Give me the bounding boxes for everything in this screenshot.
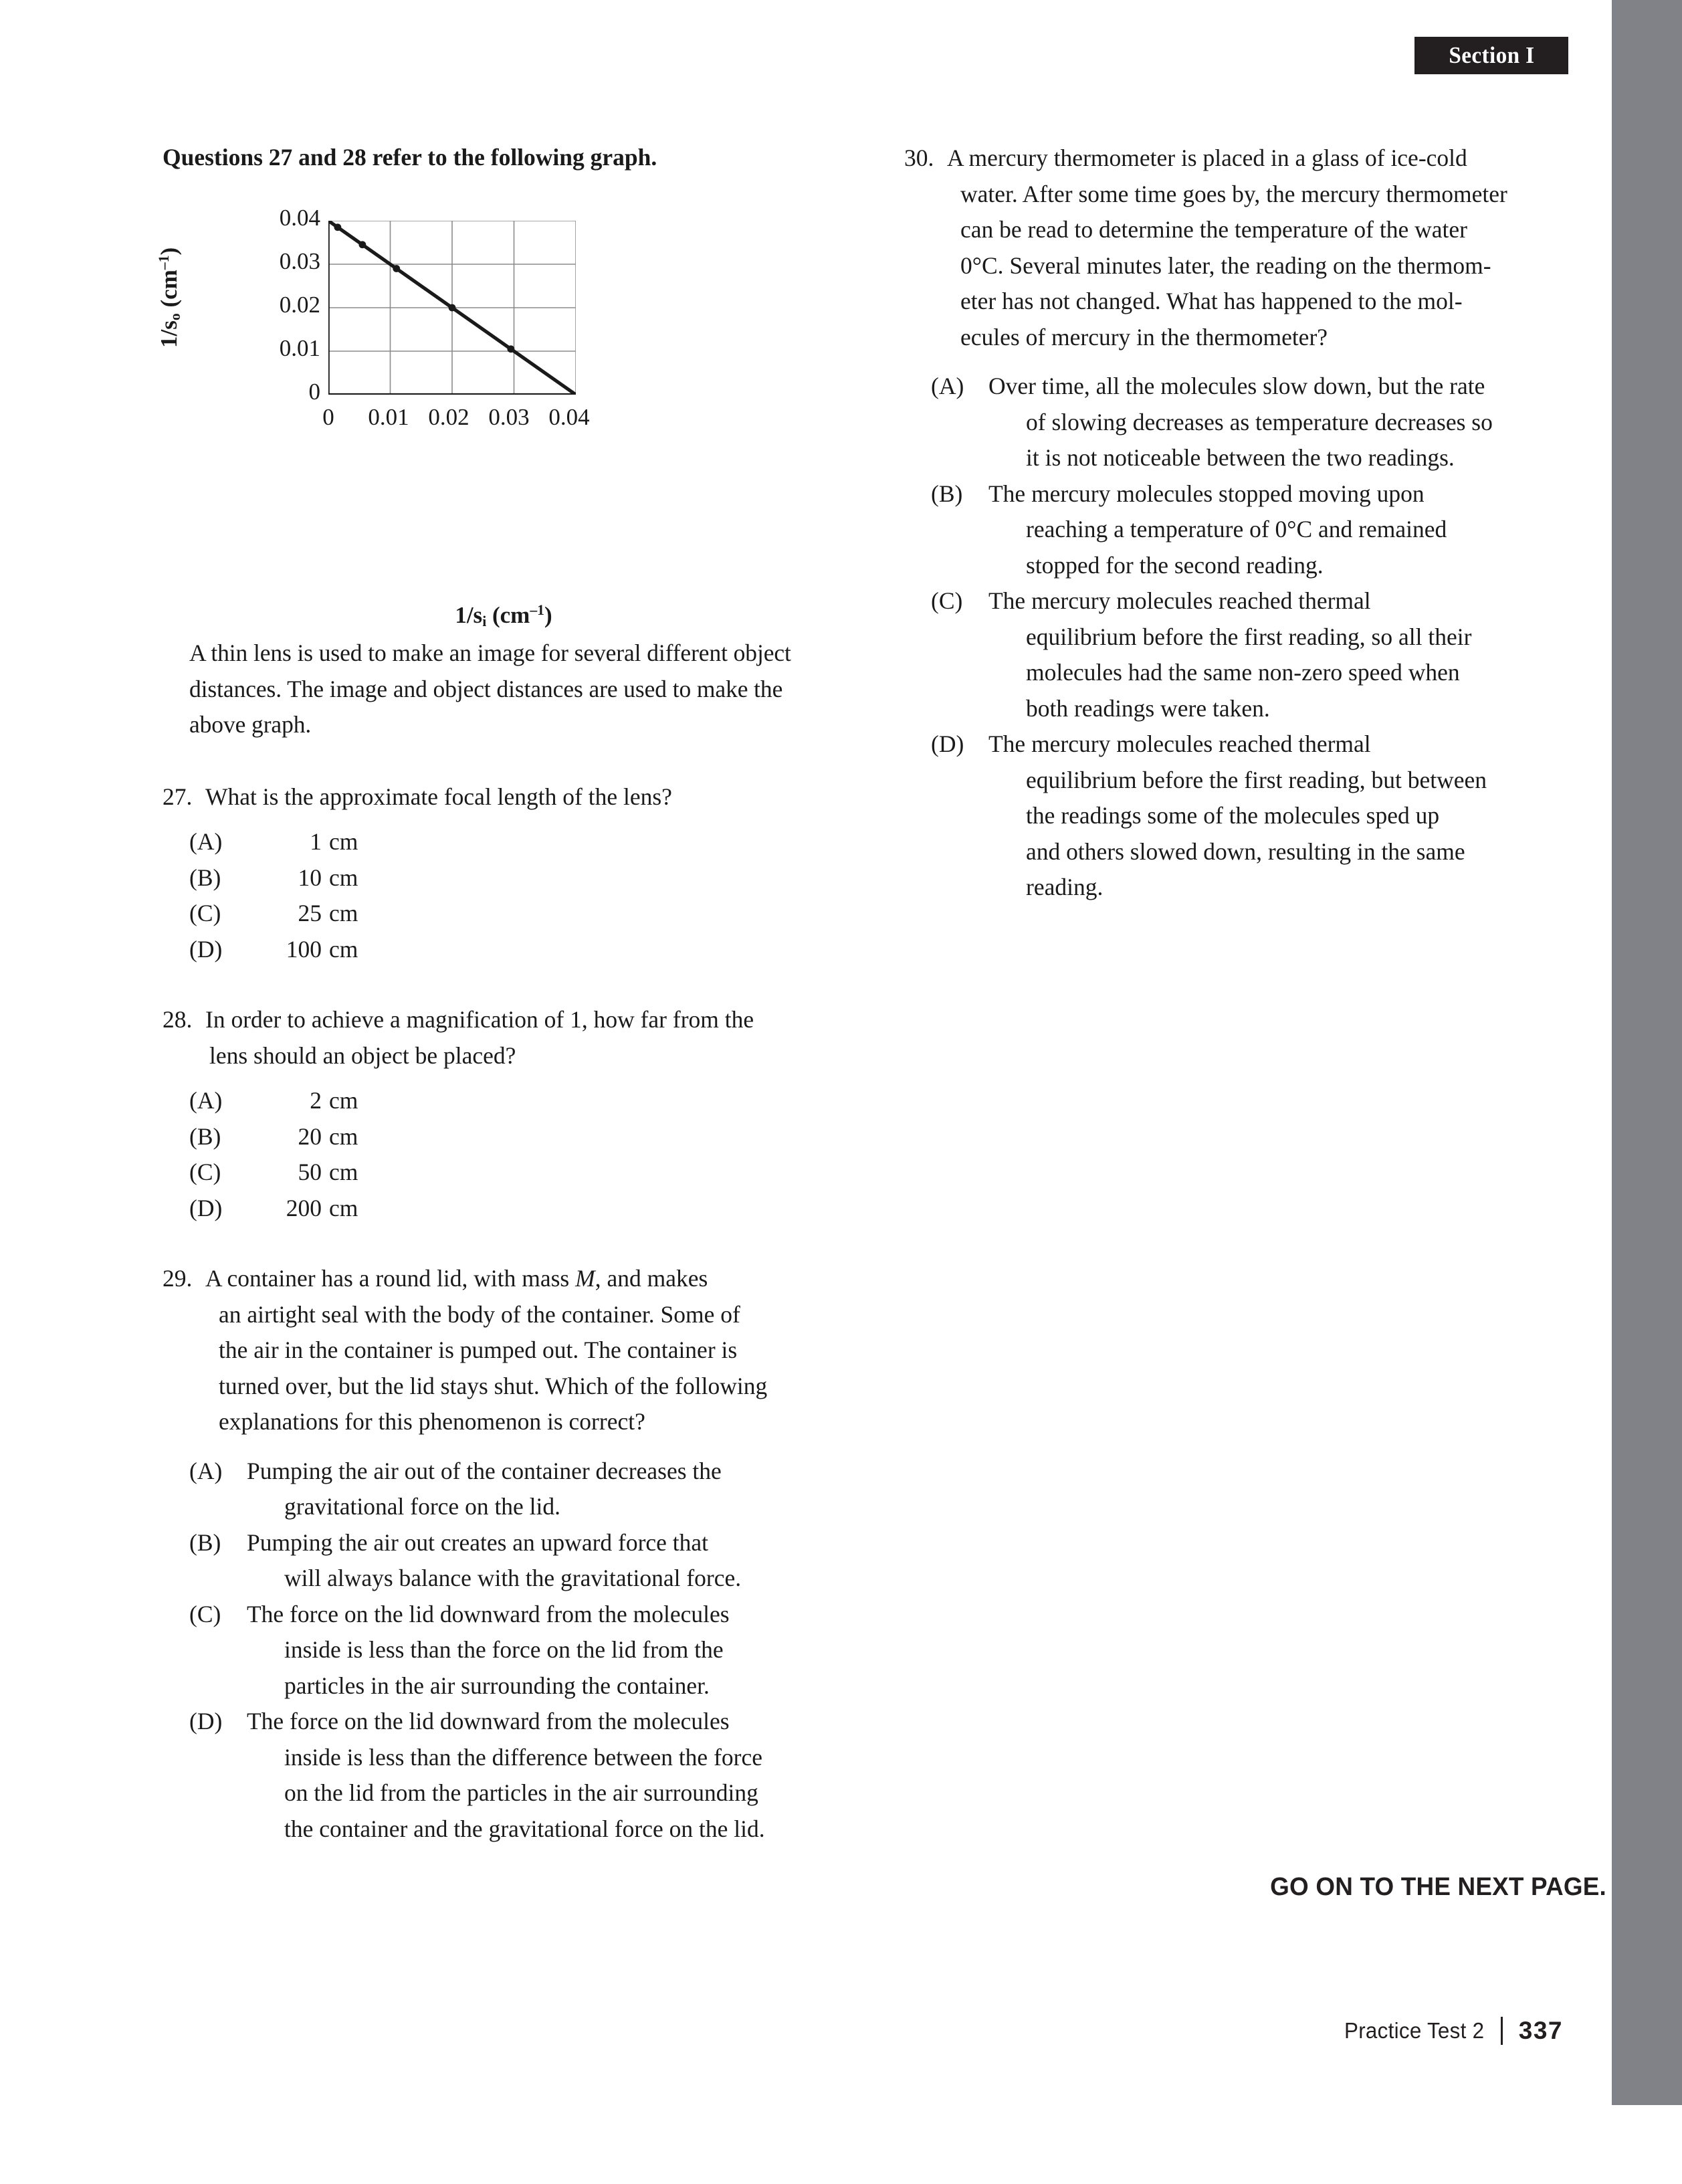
y-tick-label: 0.01 [279, 335, 320, 361]
option-line: equilibrium before the first reading, so all their [1026, 623, 1472, 650]
option-row[interactable] [931, 369, 1606, 476]
option-row[interactable] [189, 1597, 845, 1704]
option-row[interactable] [931, 476, 1606, 584]
practice-test-label: Practice Test 2 [1344, 2018, 1485, 2043]
graph-x-axis-label [363, 602, 644, 630]
option-line: on the lid from the particles in the air surrounding [284, 1779, 758, 1806]
mass-symbol: M [575, 1265, 595, 1292]
option-line: equilibrium before the first reading, but between [1026, 766, 1487, 793]
x-label-unit-pre: (cm [486, 602, 530, 628]
question-29-line-4: turned over, but the lid stays shut. Which of the following [219, 1372, 768, 1399]
question-30 [904, 140, 1606, 906]
question-29-text [205, 1261, 845, 1440]
x-tick-label: 0.03 [488, 404, 530, 430]
option-line: The force on the lid downward from the molecules [247, 1600, 730, 1627]
option-line: the container and the gravitational force on the lid. [284, 1815, 765, 1842]
option-tag: (C) [931, 587, 963, 614]
option-unit: cm [329, 864, 358, 891]
option-line: reaching a temperature of 0°C and remained [1026, 516, 1447, 542]
option-value: 20 [298, 1122, 322, 1150]
option-text [247, 1597, 845, 1704]
option-text [247, 1525, 845, 1597]
graph-plot-area [279, 205, 590, 430]
option-row[interactable] [189, 1191, 845, 1227]
option-line: Pumping the air out of the container decreases the [247, 1457, 722, 1484]
section-badge-label: Section I [1448, 42, 1535, 68]
questions-reference-prompt: Questions 27 and 28 refer to the following graph. [163, 144, 657, 171]
option-text [247, 1704, 845, 1847]
option-unit: cm [329, 900, 358, 926]
x-tick-label: 0.01 [368, 404, 409, 430]
x-label-pre: 1/s [455, 602, 483, 628]
option-row[interactable] [189, 1454, 845, 1525]
question-27 [163, 779, 845, 968]
option-row[interactable] [189, 1704, 845, 1847]
page-number: 337 [1518, 2017, 1563, 2044]
option-line: particles in the air surrounding the container. [284, 1672, 710, 1699]
option-row[interactable] [189, 860, 845, 896]
option-tag: (A) [931, 373, 964, 399]
x-tick-label: 0 [322, 404, 334, 430]
y-tick-label: 0.02 [279, 292, 320, 318]
option-row[interactable] [189, 824, 845, 860]
y-label-unit-post: ) [156, 247, 182, 256]
option-line: will always balance with the gravitational force. [284, 1565, 742, 1591]
question-28-text [205, 1002, 845, 1074]
option-text [988, 583, 1606, 726]
section-badge [1414, 37, 1568, 74]
option-line: stopped for the second reading. [1026, 551, 1324, 579]
question-30-line-3: can be read to determine the temperature of the water [960, 216, 1467, 243]
option-tag: (A) [189, 1457, 223, 1484]
q29-l1b: , and makes [595, 1265, 708, 1292]
option-tag: (D) [189, 935, 223, 963]
option-tag: (B) [931, 480, 963, 507]
option-tag: (D) [189, 1194, 223, 1221]
y-label-pre: 1/s [156, 320, 182, 348]
question-29-line-3: the air in the container is pumped out. The container is [219, 1336, 738, 1363]
question-29-number: 29. [163, 1265, 193, 1292]
option-line: The force on the lid downward from the molecules [247, 1708, 730, 1734]
x-tick-label: 0.04 [548, 404, 590, 430]
option-value: 50 [298, 1159, 322, 1185]
right-column [904, 140, 1606, 906]
graph-svg [328, 221, 576, 395]
option-row[interactable] [189, 896, 845, 932]
option-unit: cm [329, 1194, 358, 1221]
x-label-unit-sup: –1 [530, 602, 545, 619]
question-27-number: 27. [163, 783, 193, 810]
question-30-line-6: ecules of mercury in the thermometer? [960, 323, 1328, 351]
option-line: both readings were taken. [1026, 694, 1270, 722]
option-line: The mercury molecules stopped moving upon [988, 480, 1425, 507]
option-tag: (D) [189, 1708, 223, 1734]
option-row[interactable] [189, 1155, 845, 1191]
question-27-text: What is the approximate focal length of the lens? [205, 783, 672, 810]
y-label-unit-pre: (cm [156, 270, 182, 314]
question-28-line-2: lens should an object be placed? [209, 1041, 516, 1069]
question-30-line-4: 0°C. Several minutes later, the reading on the thermom- [960, 252, 1491, 279]
option-tag: (C) [189, 900, 221, 926]
option-line: molecules had the same non-zero speed when [1026, 659, 1460, 686]
option-value: 10 [298, 864, 322, 891]
y-tick-label: 0 [308, 379, 320, 405]
option-row[interactable] [931, 726, 1606, 906]
question-28 [163, 1002, 845, 1226]
y-label-sub: o [167, 313, 183, 321]
option-value: 100 [286, 935, 322, 963]
option-tag: (A) [189, 828, 223, 855]
option-line: reading. [1026, 874, 1103, 900]
option-value: 200 [286, 1194, 322, 1221]
question-28-options [163, 1083, 845, 1226]
option-text [247, 1454, 845, 1525]
option-line: Pumping the air out creates an upward force that [247, 1528, 709, 1556]
graph-y-axis-label [156, 174, 184, 348]
option-text [988, 726, 1606, 906]
option-unit: cm [329, 935, 358, 963]
option-row[interactable] [189, 1525, 845, 1597]
option-line: The mercury molecules reached thermal [988, 730, 1371, 757]
option-row[interactable] [931, 583, 1606, 726]
option-unit: cm [329, 1122, 358, 1150]
question-30-options [904, 369, 1606, 906]
option-line: gravitational force on the lid. [284, 1493, 561, 1520]
option-tag: (B) [189, 864, 221, 891]
option-line: of slowing decreases as temperature decreases so [1026, 408, 1493, 435]
option-line: Over time, all the molecules slow down, but the rate [988, 373, 1485, 399]
x-label-unit-post: ) [544, 602, 552, 628]
option-line: it is not noticeable between the two readings. [1026, 444, 1455, 471]
option-tag: (C) [189, 1159, 221, 1185]
question-30-line-5: eter has not changed. What has happened to the mol- [960, 288, 1463, 314]
question-28-number: 28. [163, 1006, 193, 1033]
go-on-next-page-notice: GO ON TO THE NEXT PAGE. [1270, 1873, 1606, 1901]
question-28-line-1: In order to achieve a magnification of 1, how far from the [205, 1006, 754, 1033]
option-row[interactable] [189, 1083, 845, 1119]
option-value: 1 [310, 828, 322, 855]
option-line: The mercury molecules reached thermal [988, 587, 1371, 614]
option-text [988, 369, 1606, 476]
option-unit: cm [329, 828, 358, 855]
option-line: the readings some of the molecules sped up [1026, 802, 1440, 829]
y-label-unit-sup: –1 [156, 255, 173, 270]
question-30-line-1: A mercury thermometer is placed in a glass of ice-cold [947, 144, 1467, 171]
page-margin-bar [1612, 0, 1682, 2184]
option-row[interactable] [189, 932, 845, 968]
question-27-options [163, 824, 845, 967]
question-29-line-5: explanations for this phenomenon is correct? [219, 1408, 645, 1435]
option-tag: (C) [189, 1600, 221, 1627]
option-value: 25 [298, 900, 322, 926]
x-tick-label: 0.02 [428, 404, 469, 430]
option-tag: (B) [189, 1528, 221, 1556]
question-30-number: 30. [904, 144, 934, 171]
option-tag: (D) [931, 730, 964, 757]
option-text [988, 476, 1606, 584]
x-label-sub: i [482, 613, 487, 629]
question-30-text [947, 140, 1606, 355]
question-30-line-2: water. After some time goes by, the mercury thermometer [960, 180, 1507, 207]
option-unit: cm [329, 1159, 358, 1185]
q29-l1a: A container has a round lid, with mass [205, 1265, 576, 1292]
graph-stem-text: A thin lens is used to make an image for several different object distances. The image and object distances are used to make the above graph. [189, 639, 791, 738]
y-tick-label: 0.03 [279, 248, 320, 274]
lens-graph [156, 205, 845, 656]
question-29-line-2: an airtight seal with the body of the container. Some of [219, 1300, 740, 1328]
option-tag: (B) [189, 1122, 221, 1150]
option-unit: cm [329, 1087, 358, 1114]
option-line: inside is less than the force on the lid from the [284, 1636, 724, 1663]
option-line: and others slowed down, resulting in the same [1026, 837, 1465, 865]
option-row[interactable] [189, 1119, 845, 1155]
option-tag: (A) [189, 1087, 223, 1114]
footer-divider [1501, 2017, 1503, 2045]
y-tick-label: 0.04 [279, 205, 320, 231]
option-line: inside is less than the difference between the force [284, 1743, 762, 1771]
question-29 [163, 1261, 845, 1847]
page-margin-bar-cut [1612, 2105, 1682, 2184]
page-footer [1337, 2017, 1563, 2045]
option-value: 2 [310, 1087, 322, 1114]
question-29-line-1 [205, 1261, 845, 1297]
question-29-options [163, 1454, 845, 1848]
